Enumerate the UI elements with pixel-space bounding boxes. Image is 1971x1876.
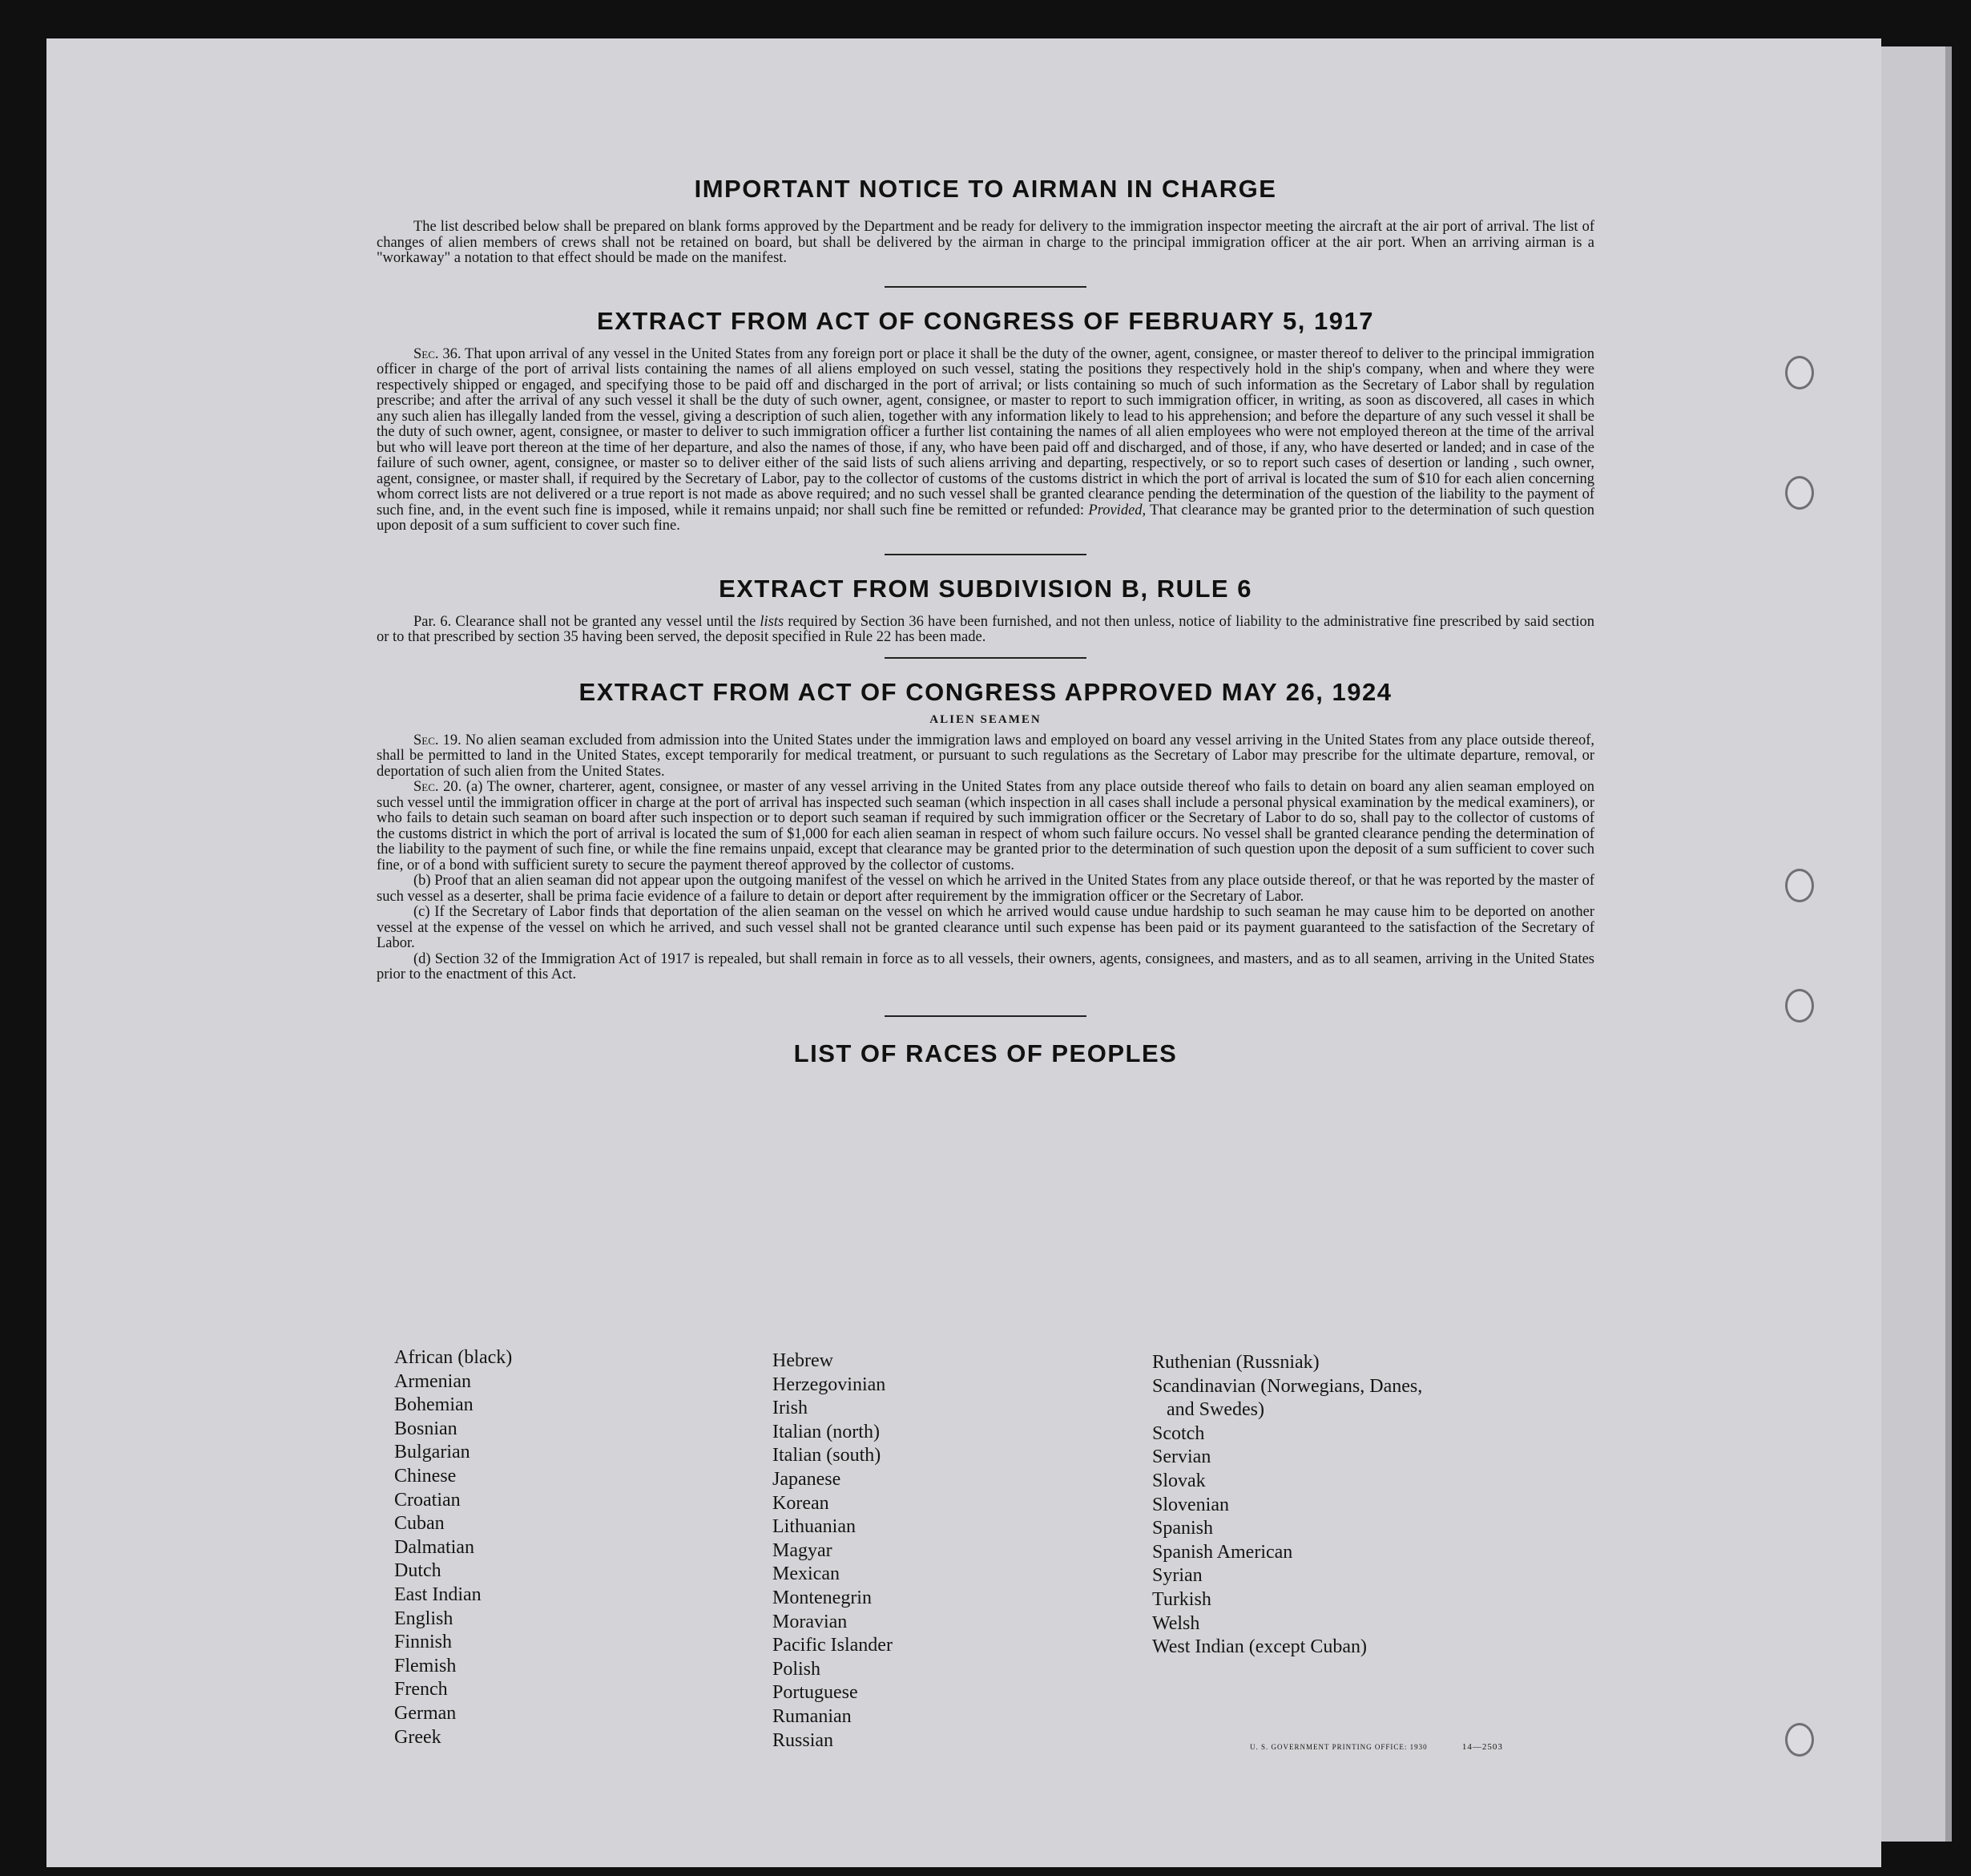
race-entry: Dutch — [394, 1560, 441, 1582]
race-entry: African (black) — [394, 1347, 513, 1368]
divider — [885, 554, 1086, 555]
race-entry: Italian (north) — [772, 1421, 880, 1442]
races-title: LIST OF RACES OF PEOPLES — [793, 1039, 1178, 1067]
notice-title: IMPORTANT NOTICE TO AIRMAN IN CHARGE — [694, 175, 1277, 203]
race-entry: Welsh — [1152, 1612, 1200, 1634]
race-entry: Montenegrin — [772, 1587, 872, 1608]
section-label: Sec. 19. — [413, 732, 462, 748]
race-entry: Ruthenian (Russniak) — [1152, 1352, 1320, 1373]
race-entry: Spanish American — [1152, 1541, 1293, 1563]
document-content — [377, 175, 1594, 1068]
punch-hole — [1785, 476, 1814, 510]
race-entry: French — [394, 1679, 448, 1701]
race-entry: and Swedes) — [1152, 1399, 1264, 1421]
divider — [885, 286, 1086, 288]
race-entry: Russian — [772, 1729, 834, 1751]
race-entry: Scandinavian (Norwegians, Danes, — [1152, 1375, 1423, 1397]
rule-6-text-a: Par. 6. Clearance shall not be granted any vessel until the — [413, 613, 756, 630]
back-sheet-edge — [1875, 64, 1941, 1811]
race-entry: Hebrew — [772, 1350, 833, 1371]
sec-20d-text: (d) Section 32 of the Immigration Act of 1917 is repealed, but shall remain in force as to all vessels, their owners, agents, consignees, and masters, and as to all seamen, arriving in the United States prior to the enactment of this Act. — [377, 950, 1594, 982]
races-column-2 — [772, 1350, 893, 1753]
race-entry: Greek — [394, 1726, 441, 1748]
race-entry: Spanish — [1152, 1518, 1214, 1539]
race-entry: Flemish — [394, 1655, 457, 1676]
sec-19-body: No alien seaman excluded from admission into the United States under the immigration laws and employed on board any vessel arriving in the United States from any place outside thereof, shall be permitted to land in the United States, except temporarily for medical treatment, or pursuant to such regulations as the Secretary of Labor may prescribe for the ultimate departure, removal, or deportation of such alien from the United States. — [377, 732, 1595, 780]
race-entry: Pacific Islander — [772, 1635, 893, 1656]
race-entry: Cuban — [394, 1513, 445, 1535]
form-number: 14—2503 — [1461, 1742, 1503, 1752]
race-entry: Bohemian — [394, 1394, 474, 1416]
race-entry: Slovak — [1152, 1470, 1206, 1491]
race-entry: Slovenian — [1152, 1494, 1229, 1515]
rule-6-section — [377, 575, 1594, 646]
race-entry: Scotch — [1152, 1422, 1205, 1444]
lists-term: lists — [760, 613, 784, 630]
punch-hole — [1785, 356, 1814, 389]
rule-6-title: EXTRACT FROM SUBDIVISION B, RULE 6 — [719, 574, 1252, 603]
act-1917-text-a: That upon arrival of any vessel in the United States from any foreign port or place it shall be the duty of the owner, agent, consignee, or master thereof to deliver to the principal immigration officer in charge of the port of arrival lists containing the names of all aliens employed on such vessel, stating the positions they respectively hold in the ship's company, when and where they were respectively shipped or engaged, and specifying those to be paid off and discharged in the port of arrival; or lists containing so much of such information as the Secretary of Labor shall by regulation prescribe; and after the arrival of any such vessel it shall be the duty of such owner, agent, consignee, or master to report to such immigration officer, in writing, as soon as discovered, all cases in which any such alien has illegally landed from the vessel, giving a description of such alien, together with any information likely to lead to his apprehension; and before the departure of any such vessel it shall be the duty of such owner, agent, consignee, or master to deliver to such immigration officer a further list containing the names of all alien employees who were not employed thereon at the time of the arrival but who will leave port thereon at the time of her departure, and also the names of those, if any, who have been paid off and discharged, and of those, if any, who have deserted or landed; and in case of the failure of such owner, agent, consignee, or master so to deliver either of the said lists of such aliens arriving and departing, respectively, or so to report such cases of desertion or landing , such owner, agent, consignee, or master shall, if required by the Secretary of Labor, pay to the collector of customs of the customs district in which the port of arrival is located the sum of $10 for each alien concerning whom correct lists are not delivered or a true report is not made as above required; and no such vessel shall be granted clearance pending the determination of the question of the liability to the payment of such fine, and, in the event such fine is imposed, while it remains unpaid; nor shall such fine be remitted or refunded: — [377, 345, 1595, 518]
race-entry: Polish — [772, 1658, 821, 1680]
race-entry: Irish — [772, 1398, 808, 1419]
printer-line: U. S. GOVERNMENT PRINTING OFFICE: 1930 — [1250, 1743, 1428, 1751]
race-entry: Armenian — [394, 1370, 471, 1392]
notice-section — [377, 175, 1594, 267]
act-1924-title: EXTRACT FROM ACT OF CONGRESS APPROVED MAY 26, 1924 — [578, 677, 1393, 706]
act-1917-title: EXTRACT FROM ACT OF CONGRESS OF FEBRUARY 5, 1917 — [597, 306, 1374, 335]
races-column-3 — [1152, 1351, 1422, 1660]
sec-20a-body: (a) The owner, charterer, agent, consignee, or master of any vessel arriving in the United States from any place outside thereof who fails to detain on board any alien seaman employed on such vessel until the immigration officer in charge at the port of arrival has inspected such seaman (which inspection in all cases shall include a personal physical examination by the medical examiners), or who fails to detain such seaman on board after such inspection or to deport such seaman if required by such immigration officer or the Secretary of Labor to do so, shall pay to the collector of customs of the customs district in which the port of arrival is located the sum of $1,000 for each alien seaman in respect of whom such failure occurs. No vessel shall be granted clearance pending the determination of the liability to the payment of such fine, or while the fine remains unpaid, except that clearance may be granted prior to the determination of such question upon the deposit of a sum sufficient to cover such fine, or of a bond with sufficient surety to secure the payment thereof approved by the collector of customs. — [377, 779, 1594, 873]
divider — [885, 657, 1086, 659]
provided-term: Provided, — [1088, 502, 1147, 518]
race-entry: Moravian — [772, 1611, 848, 1632]
sec-20a-text — [377, 780, 1594, 873]
notice-text: The list described below shall be prepared on blank forms approved by the Department and be ready for delivery to the immigration inspector meeting the aircraft at the air port of arrival. The list of changes of alien members of crews shall not be retained on board, but shall be delivered by the airman in charge to the principal immigration officer at the air port. When an arriving airman is a "workaway" a notation to that effect should be made on the manifest. — [377, 219, 1594, 266]
race-entry: Magyar — [772, 1539, 832, 1561]
race-entry: Syrian — [1152, 1565, 1203, 1587]
act-1917-text — [377, 347, 1594, 535]
document-page — [46, 38, 1881, 1867]
punch-hole — [1785, 869, 1814, 902]
race-entry: English — [394, 1608, 453, 1629]
rule-6-text-b: required by Section 36 have been furnished, and not then unless, notice of liability to the administrative fine prescribed by said section or to that prescribed by section 35 having been served, the deposit specified in Rule 22 has been made. — [377, 613, 1594, 645]
race-entry: Japanese — [772, 1468, 841, 1490]
act-1917-text-b: That clearance may be granted prior to the determination of such question upon deposit of a sum sufficient to cover such fine. — [377, 502, 1595, 534]
race-entry: Dalmatian — [394, 1536, 474, 1558]
race-entry: Italian (south) — [772, 1445, 881, 1467]
sec-20b-text: (b) Proof that an alien seaman did not appear upon the outgoing manifest of the vessel on which he arrived in the United States from any place outside thereof, or that he was reported by the master of such vessel as a deserter, shall be prima facie evidence of a failure to detain or deport after requirement by the immigration officer or the Secretary of Labor. — [377, 873, 1594, 905]
race-entry: Korean — [772, 1492, 829, 1514]
race-entry: Finnish — [394, 1632, 453, 1653]
race-entry: Mexican — [772, 1563, 840, 1585]
act-1917-section — [377, 307, 1594, 535]
punch-hole — [1785, 989, 1814, 1023]
divider — [885, 1015, 1086, 1017]
race-entry: Lithuanian — [772, 1516, 856, 1538]
act-1924-section — [377, 678, 1594, 983]
race-entry: Bosnian — [394, 1418, 457, 1439]
race-entry: West Indian (except Cuban) — [1152, 1636, 1367, 1658]
race-entry: Rumanian — [772, 1705, 852, 1727]
races-column-1 — [394, 1346, 512, 1749]
race-entry: Portuguese — [772, 1682, 858, 1704]
race-entry: Herzegovinian — [772, 1374, 886, 1395]
race-entry: Croatian — [394, 1489, 461, 1511]
sec-19-text — [377, 733, 1594, 781]
act-1924-subtitle: ALIEN SEAMEN — [929, 712, 1042, 726]
rule-6-text — [377, 615, 1594, 646]
section-label: Sec. 20. — [413, 779, 462, 795]
printer-imprint — [1250, 1742, 1503, 1752]
race-entry: Bulgarian — [394, 1442, 470, 1463]
race-entry: Servian — [1152, 1446, 1211, 1468]
section-label: Sec. 36. — [413, 345, 462, 362]
race-entry: East Indian — [394, 1584, 482, 1605]
race-entry: German — [394, 1702, 457, 1724]
race-entry: Turkish — [1152, 1588, 1211, 1610]
sec-20c-text: (c) If the Secretary of Labor finds that deportation of the alien seaman on the vessel on which he arrived would cause undue hardship to such seaman he may cause him to be deported on another vessel at the expense of the vessel on which he arrived, and such vessel shall not be granted clearance until such expense has been paid or its payment guaranteed to the satisfaction of the Secretary of Labor. — [377, 904, 1594, 951]
punch-hole — [1785, 1723, 1814, 1757]
race-entry: Chinese — [394, 1465, 457, 1487]
